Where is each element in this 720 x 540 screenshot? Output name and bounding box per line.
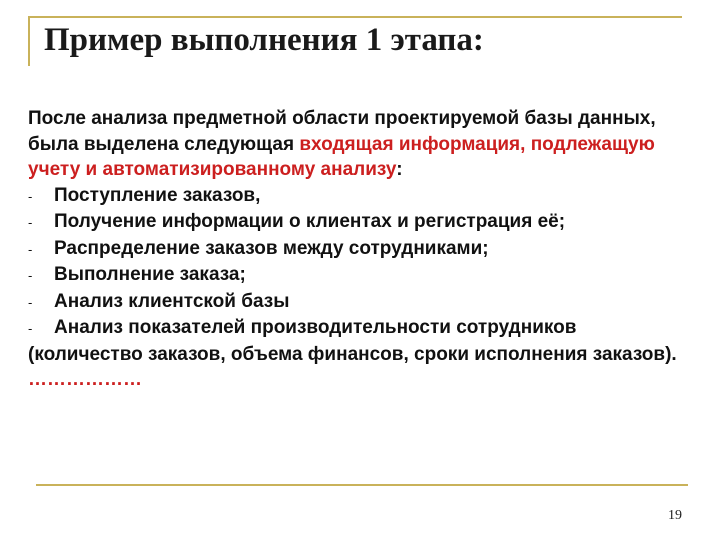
footer-rule <box>36 484 688 486</box>
bullet-marker: - <box>28 321 33 336</box>
list-item-text: Поступление заказов, <box>54 184 261 206</box>
bullet-marker: - <box>28 241 33 257</box>
list-item-text: Анализ показателей производительности сотрудников <box>54 317 577 338</box>
bullet-marker: - <box>28 215 33 230</box>
list-item <box>28 289 692 316</box>
bullet-marker: - <box>28 188 33 204</box>
bullet-list <box>28 183 692 342</box>
continuation-text: (количество заказов, объема финансов, сроки исполнения заказов). <box>28 343 677 365</box>
list-item <box>28 183 692 210</box>
intro-text: После анализа предметной области проектируемой базы данных, была выделена следующая <box>28 108 656 155</box>
list-item-text: Анализ клиентской базы <box>54 290 290 312</box>
intro-highlight: входящая информация, подлежащую учету и автоматизированному анализу <box>28 133 655 180</box>
bullet-marker: - <box>28 268 33 283</box>
list-item <box>28 262 692 289</box>
slide-title: Пример выполнения 1 этапа: <box>44 22 484 58</box>
list-item-text: Получение информации о клиентах и регистрация её; <box>54 211 566 232</box>
slide-content <box>28 106 692 393</box>
list-item <box>28 315 692 342</box>
list-item <box>28 209 692 236</box>
list-item-text: Распределение заказов между сотрудниками; <box>54 237 489 259</box>
ellipsis: ……………… <box>28 369 142 390</box>
list-item <box>28 236 692 263</box>
bullet-marker: - <box>28 294 33 310</box>
page-number: 19 <box>668 508 682 523</box>
intro-paragraph <box>28 106 692 183</box>
intro-colon: : <box>396 159 403 180</box>
list-item-text: Выполнение заказа; <box>54 264 246 285</box>
